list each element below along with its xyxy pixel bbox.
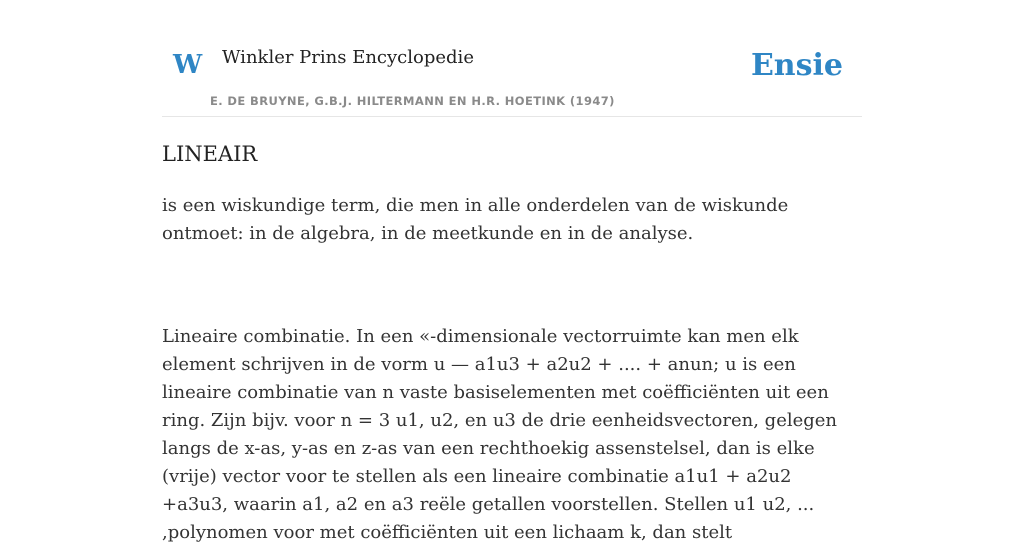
ensie-logo[interactable]: Ensie xyxy=(750,48,843,83)
article-paragraph-intro: is een wiskundige term, die men in alle onderdelen van de wiskunde ontmoet: in de algebra, in de meetkunde en in de analyse. xyxy=(162,195,789,244)
header xyxy=(162,0,862,117)
encyclopedia-title[interactable]: Winkler Prins Encyclopedie xyxy=(222,47,474,68)
article-paragraph-combination: Lineaire combinatie. In een «-dimensionale vectorruimte kan men elk element schrijven in de vorm u — a1u3 + a2u2 + .... + anun; u is een lineaire combinatie van n vaste basiselementen met coëfficiënten uit een ring. Zijn bijv. voor n = 3 u1, u2, en u3 de drie eenheidsvectoren, gelegen langs de x-as, y-as en z-as van een rechthoekig assenstelsel, dan is elke (vrije) vector voor te stellen als een lineaire combinatie a1u1 + a2u2 +a3u3, waarin a1, a2 en a3 reële getallen voorstellen. Stellen u1 u2, ... ,polynomen voor met coëfficiënten uit een lichaam k, dan stelt xyxy=(162,326,838,543)
article-title: LINEAIR xyxy=(162,142,258,166)
encyclopedia-authors: E. DE BRUYNE, G.B.J. HILTERMANN EN H.R. HOETINK (1947) xyxy=(210,94,615,108)
winkler-prins-logo[interactable]: W xyxy=(173,50,203,80)
